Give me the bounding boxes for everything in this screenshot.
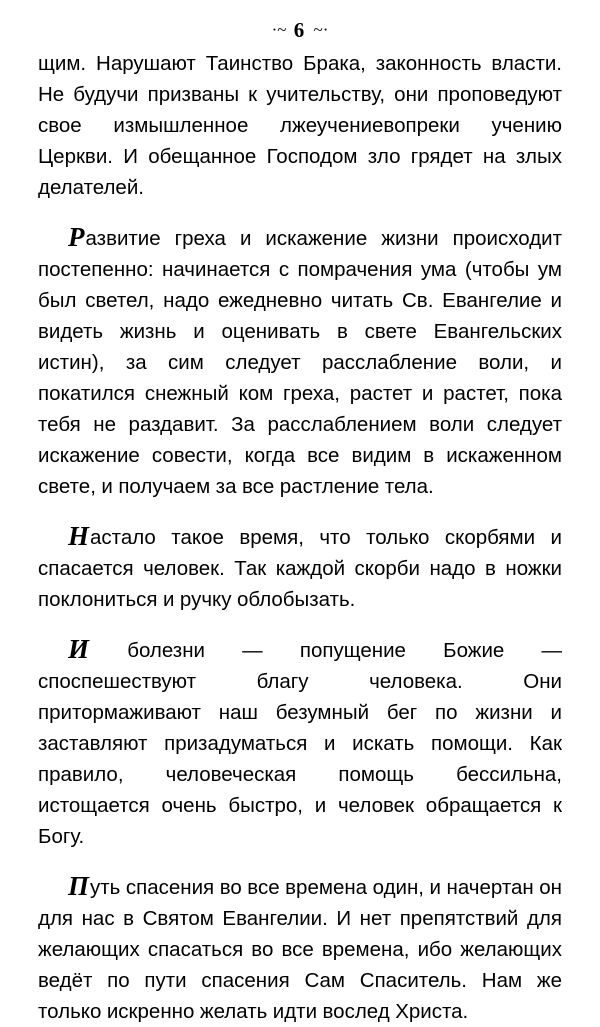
page-header (0, 0, 600, 42)
paragraph-text: азвитие греха и искажение жизни происходит постепенно: начинается с помрачения ума (чтобы ум был светел, надо ежедневно читать Св. Евангелие и видеть жизнь и оценивать в свете Евангельских истин), за сим следует расслабление воли, и покатился снежный ком греха, растет и растет, пока тебя не раздавит. За расслаблением воли следует искажение совести, когда все видим в искаженном свете, и получаем за все растление тела. (38, 227, 562, 498)
drop-capital: Р (68, 222, 85, 252)
paragraph-text: щим. Нарушают Таинство Брака, законность власти. Не будучи призваны к учительству, они проповедуют свое измышленное лжеучениевопреки учению Церкви. И обещанное Господом зло грядет на злых делателей. (38, 52, 562, 199)
drop-capital: И (68, 634, 90, 664)
paragraph (38, 223, 562, 502)
paragraph-continuation (38, 48, 562, 203)
header-ornament-left: ·~ (271, 20, 287, 39)
paragraph (38, 635, 562, 852)
drop-capital: П (68, 871, 90, 901)
paragraph-text: астало такое время, что только скорбями и спасается человек. Так каждой скорби надо в ножки поклониться и ручку облобызать. (38, 526, 562, 611)
body-text (0, 34, 600, 1027)
drop-capital: Н (68, 521, 90, 551)
paragraph (38, 872, 562, 1027)
header-ornament-right: ~· (313, 20, 329, 39)
page-number: 6 (293, 18, 307, 42)
paragraph-text: уть спасения во все времена один, и начертан он для нас в Святом Евангелии. И нет препятствий для желающих спасаться во все времена, ибо желающих ведёт по пути спасения Сам Спаситель. Нам же только искренно желать идти вослед Христа. (38, 876, 562, 1023)
paragraph (38, 522, 562, 615)
paragraph-text: болезни — попущение Божие — споспешествуют благу человека. Они притормаживают наш безумный бег по жизни и заставляют призадуматься и искать помощи. Как правило, человеческая помощь бессильна, истощается очень быстро, и человек обращается к Богу. (38, 639, 562, 848)
